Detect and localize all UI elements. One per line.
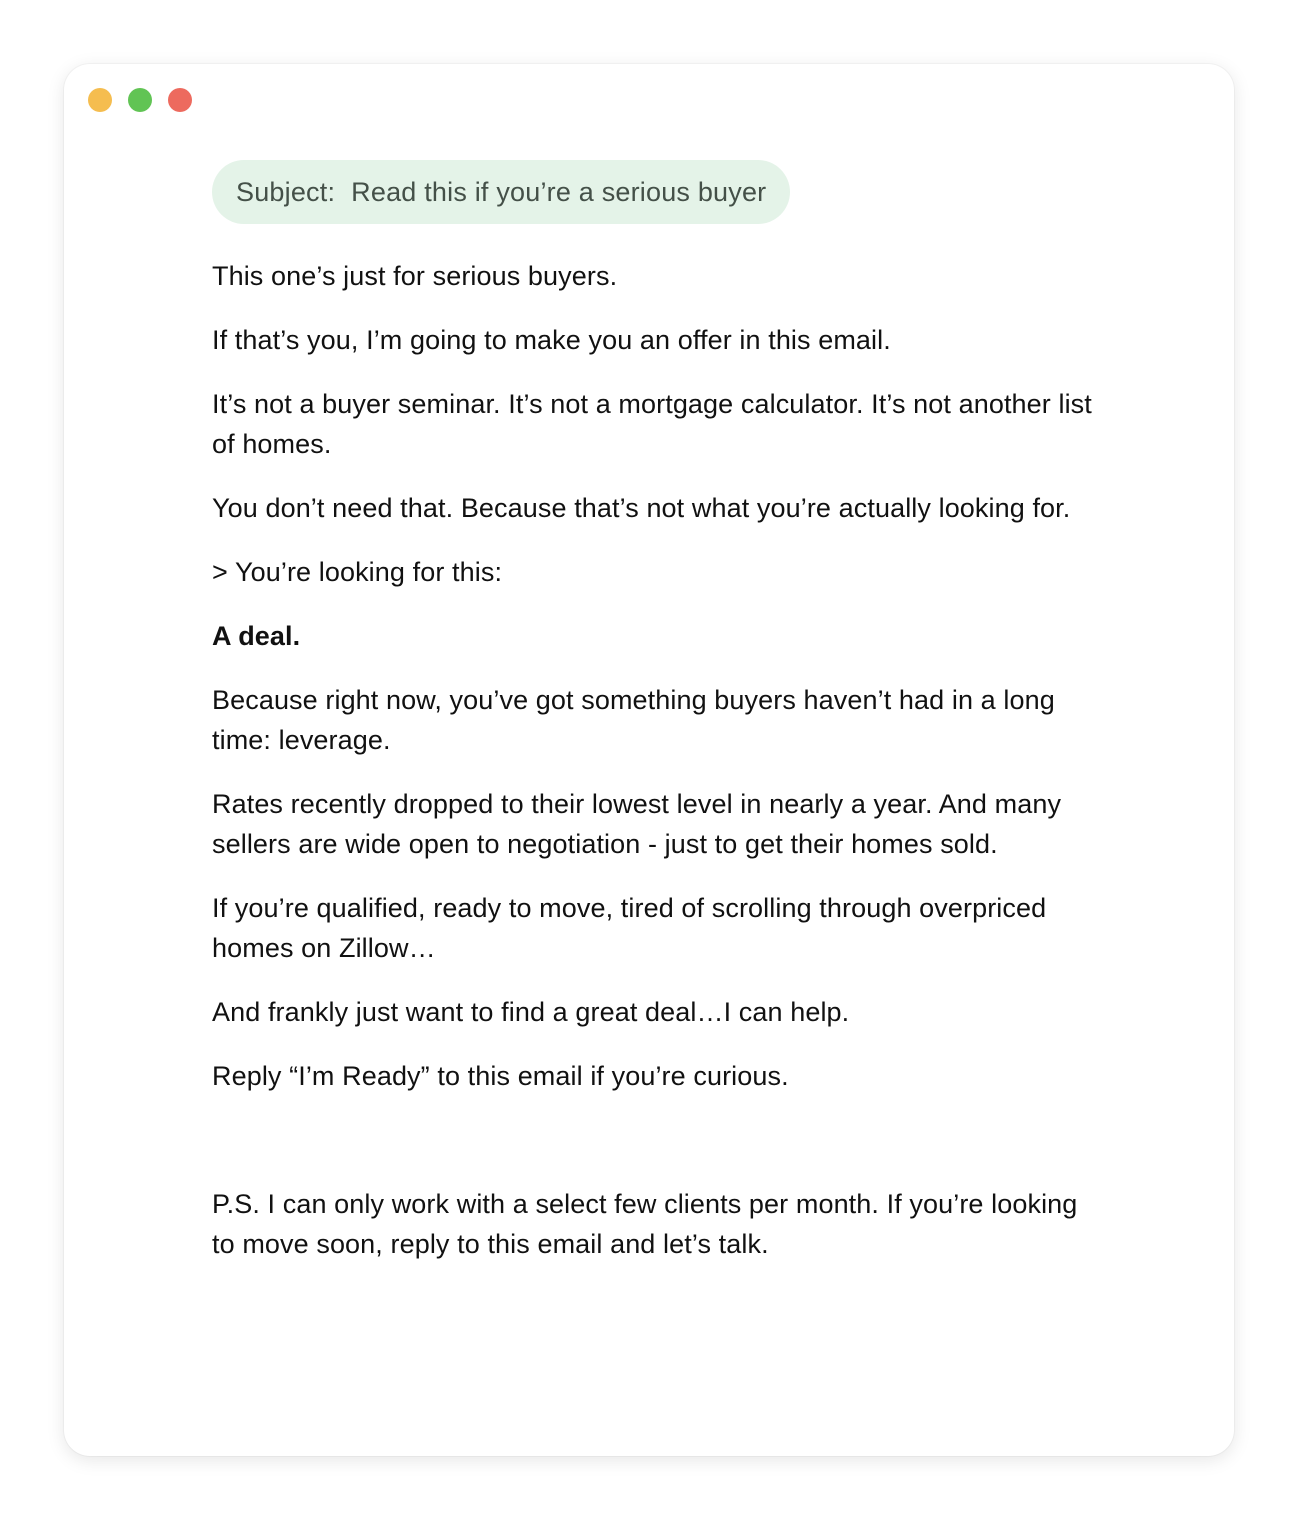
highlight-paragraph: A deal. bbox=[212, 621, 301, 651]
close-button[interactable] bbox=[168, 88, 192, 112]
email-window bbox=[64, 64, 1234, 1456]
spacer bbox=[212, 1120, 1092, 1184]
maximize-button[interactable] bbox=[128, 88, 152, 112]
paragraph: If you’re qualified, ready to move, tired of scrolling through overpriced homes on Zillow… bbox=[212, 893, 1047, 963]
minimize-button[interactable] bbox=[88, 88, 112, 112]
paragraph: It’s not a buyer seminar. It’s not a mortgage calculator. It’s not another list of homes. bbox=[212, 389, 1092, 459]
window-controls bbox=[88, 88, 192, 112]
subject-label: Subject: bbox=[236, 176, 336, 207]
paragraph: You don’t need that. Because that’s not what you’re actually looking for. bbox=[212, 493, 1071, 523]
paragraph: This one’s just for serious buyers. bbox=[212, 261, 618, 291]
email-body bbox=[212, 256, 1092, 1264]
ps-paragraph: P.S. I can only work with a select few clients per month. If you’re looking to move soon, reply to this email and let’s talk. bbox=[212, 1189, 1078, 1259]
paragraph: > You’re looking for this: bbox=[212, 557, 503, 587]
paragraph: Because right now, you’ve got something buyers haven’t had in a long time: leverage. bbox=[212, 685, 1055, 755]
subject-text: Read this if you’re a serious buyer bbox=[351, 176, 767, 207]
paragraph: And frankly just want to find a great deal…I can help. bbox=[212, 997, 850, 1027]
paragraph: Rates recently dropped to their lowest level in nearly a year. And many sellers are wide open to negotiation - just to get their homes sold. bbox=[212, 789, 1062, 859]
paragraph: If that’s you, I’m going to make you an offer in this email. bbox=[212, 325, 891, 355]
subject-pill bbox=[212, 160, 790, 224]
paragraph: Reply “I’m Ready” to this email if you’re curious. bbox=[212, 1061, 789, 1091]
email-content bbox=[212, 160, 1092, 1288]
